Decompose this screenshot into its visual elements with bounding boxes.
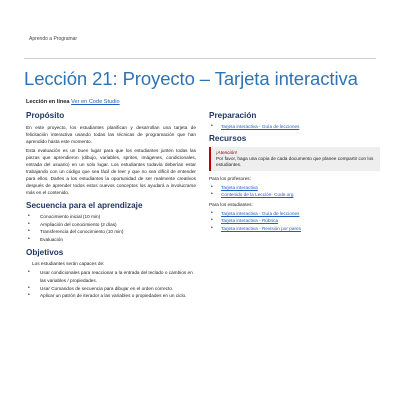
teacher-resource-link[interactable]: Contenido de la Lección- Code.org xyxy=(221,192,294,198)
left-column xyxy=(26,111,196,300)
list-item xyxy=(209,225,379,233)
preparation-heading: Preparación xyxy=(209,111,257,120)
purpose-paragraph-2: Esta evaluación es un buen lugar para que los estudiantes junten todas las piezas que aprendieron (dibujo, variables, sprites, imágenes, condicionales, entrada del usuario) en un solo lugar. Los estudiantes todavía deberían estar trabajando con un código que sea fácil de leer y que no sea difícil de entender para ellos. Darles a los estudiantes la oportunidad de ser realmente creativos después de aprender todos estos nuevos conceptos los ayudará a involucrarse más en el contenido. xyxy=(26,148,196,195)
sequence-list xyxy=(26,213,196,243)
list-item: • Aplicar un patrón de iterador a las variables o propiedades en un ciclo. xyxy=(26,292,196,300)
code-studio-link[interactable]: Ver en Code Studio xyxy=(71,99,120,105)
notice-label: ¡Atención! xyxy=(216,149,238,155)
teacher-resource-link[interactable]: Tarjeta interactiva xyxy=(221,184,258,190)
purpose-paragraph-1: En este proyecto, los estudiantes planifican y desarrollan una tarjeta de felicitación interactiva usando todas las técnicas de programación que han aprendido hasta este momento. xyxy=(26,125,196,144)
student-resource-link[interactable]: Tarjeta interactiva - Rúbrica xyxy=(221,218,279,224)
students-label: Para los estudiantes: xyxy=(209,201,253,207)
page-title: Lección 21: Proyecto – Tarjeta interactiva xyxy=(24,68,358,89)
list-item: • Usar Comandos de secuencia para dibujar en el orden correcto. xyxy=(26,285,196,293)
list-item xyxy=(209,217,379,225)
objectives-heading: Objetivos xyxy=(26,248,64,258)
online-label: Lección en línea xyxy=(26,99,70,105)
objectives-list xyxy=(26,269,196,299)
list-item xyxy=(209,210,379,218)
resources-heading: Recursos xyxy=(209,133,247,143)
list-item xyxy=(209,184,379,192)
notice-text: Por favor, haga una copia de cada documento que planee compartir con los estudiantes. xyxy=(216,155,374,167)
list-item: • Ampliación del conocimiento (2 días) xyxy=(26,221,196,229)
list-item: • Usar condicionales para reaccionar a la entrada del teclado o cambios en las variables / propiedades. xyxy=(26,269,196,284)
student-resource-link[interactable]: Tarjeta interactiva - Revisión por pares xyxy=(221,225,301,231)
online-lesson-line xyxy=(26,99,120,105)
right-column xyxy=(209,111,379,233)
list-item: • Evaluación xyxy=(26,236,196,244)
sequence-heading: Secuencia para el aprendizaje xyxy=(26,201,143,210)
objectives-intro: Los estudiantes serán capaces de: xyxy=(32,261,105,267)
teachers-list xyxy=(209,184,379,199)
list-item: • Conocimiento inicial (10 min) xyxy=(26,213,196,221)
purpose-heading: Propósito xyxy=(26,111,65,120)
course-header: Aprendo a Programar xyxy=(29,36,78,42)
list-item xyxy=(209,191,379,199)
student-resource-link[interactable]: Tarjeta interactiva - Guía de lecciones xyxy=(221,210,300,216)
preparation-list xyxy=(209,123,379,131)
teachers-label: Para los profesores: xyxy=(209,175,251,181)
attention-notice xyxy=(209,147,380,171)
students-list xyxy=(209,210,379,233)
header-divider xyxy=(24,58,376,59)
lesson-guide-link[interactable]: Tarjeta interactiva - Guía de lecciones xyxy=(221,124,300,129)
list-item: • Transferencia del conocimiento (10 min) xyxy=(26,228,196,236)
list-item xyxy=(209,123,379,131)
